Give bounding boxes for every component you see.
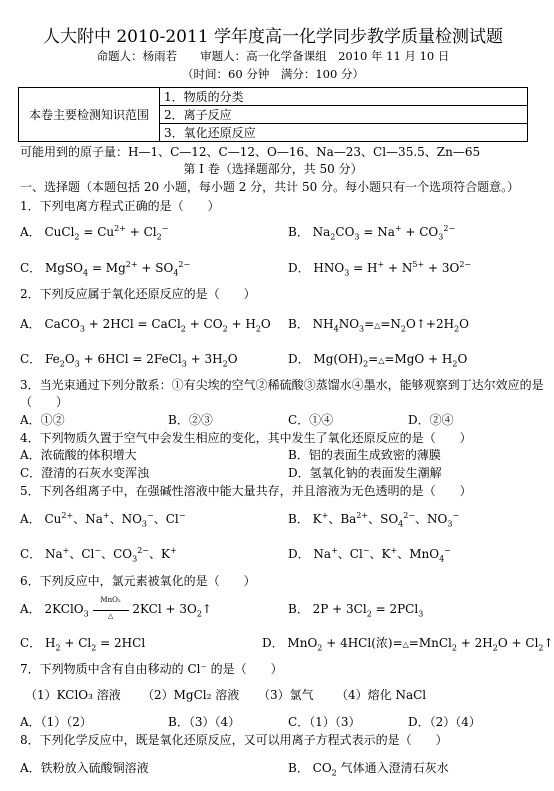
knowledge-scope-table	[18, 87, 528, 142]
atomic-masses: 可能用到的原子量：H—1、C—12、C—12、O—16、Na—23、Cl—35.5、Zn—65	[20, 145, 481, 159]
q4-option-c: C．澄清的石灰水变浑浊	[20, 466, 150, 480]
q5-option-c: C． Na+、Cl−、$CO_3^{2-}$、K+	[20, 546, 177, 564]
q3-option-c: C．①④	[288, 413, 334, 427]
q8-option-b: B． $CO_2$ 气体通入澄清石灰水	[288, 761, 449, 778]
q3-option-a: A．①②	[20, 413, 65, 427]
q4-option-b: B．铝的表面生成致密的薄膜	[288, 448, 441, 462]
q1-stem: 1．下列电离方程式正确的是（ ）	[20, 199, 220, 213]
q7-option-d: D．（2）（4）	[408, 715, 481, 729]
page-title: 人大附中 2010-2011 学年度高一化学同步教学质量检测试题	[42, 27, 504, 47]
q5-option-b: B． K+、$Ba^{2+}$、$SO_4^{2-}$、$NO_3^-$	[288, 511, 460, 529]
q2-option-c: C． $Fe_2O_3 + 6HCl$ = 2FeCl$_3$ + $3H_2O$	[20, 352, 238, 369]
q6-option-d: D． MnO$_2$ + 4HCl(浓)=△=MnCl$_2$ + $2H_2O$ + $Cl_2↑$	[262, 636, 554, 653]
q7-option-b: B．（3）（4）	[168, 715, 241, 729]
q2-stem: 2．下列反应属于氧化还原反应的是（ ）	[20, 287, 256, 301]
q6-stem: 6．下列反应中，氯元素被氧化的是（ ）	[20, 574, 256, 588]
q3-stem: 3．当光束通过下列分散系：①有尖埃的空气②稀硫酸③蒸馏水④墨水，能够观察到丁达尔效应的是	[20, 378, 544, 392]
q3-paren: （ ）	[20, 395, 69, 409]
authors-line: 命题人：杨雨若 审题人：高一化学备课组 2010 年 11 月 10 日	[96, 49, 450, 63]
q1-option-d: D． $HNO_3 = H^+ + N^{5+} + 3O^{2-}$	[288, 260, 472, 278]
q5-option-d: D． Na+、Cl−、K+、MnO$_4$−	[288, 546, 451, 564]
q1-option-a: A． CuCl$_2$ = $Cu^{2+} + Cl_2^-$	[20, 224, 169, 242]
q4-stem: 4．下列物质久置于空气中会发生相应的变化，其中发生了氧化还原反应的是（ ）	[20, 431, 472, 445]
section1-title: 一、选择题（本题包括 20 小题，每小题 2 分，共计 50 分。每小题只有一个选项符合题意。）	[20, 180, 520, 194]
q3-option-b: B．②③	[168, 413, 213, 427]
q7-stem: 7．下列物质中含有自由移动的 Cl⁻ 的是（ ）	[20, 662, 283, 676]
q5-option-a: A． $Cu^{2+}$、Na+、$NO_3^-$、Cl−	[20, 511, 186, 529]
q3-option-d: D．②④	[408, 413, 454, 427]
knowledge-item: 2．离子反应	[160, 106, 528, 124]
q8-option-a: A．铁粉放入硫酸铜溶液	[20, 761, 149, 775]
q7-option-c: C．（1）（3）	[288, 715, 361, 729]
q7-substance-4: （4）熔化 NaCl	[336, 688, 427, 702]
time-line: （时间：60 分钟 满分：100 分）	[182, 67, 364, 81]
q4-option-a: A．浓硫酸的体积增大	[20, 448, 137, 462]
part1-title: 第 I 卷（选择题部分，共 50 分）	[183, 162, 363, 176]
knowledge-item: 1．物质的分类	[160, 88, 528, 106]
knowledge-item: 3．氧化还原反应	[160, 124, 528, 142]
q1-option-b: B． $Na_2CO_3 = Na^+ + CO_3^{2-}$	[288, 224, 456, 242]
q7-substance-3: （3）氯气	[258, 688, 314, 702]
knowledge-scope-label: 本卷主要检测知识范围	[19, 88, 160, 142]
q4-option-d: D．氢氧化钠的表面发生潮解	[288, 466, 442, 480]
q6-option-c: C． $H_2 + Cl_2 = 2HCl$	[20, 636, 146, 653]
q7-substance-2: （2）MgCl₂ 溶液	[142, 688, 240, 702]
q8-stem: 8．下列化学反应中，既是氧化还原反应，又可以用离子方程式表示的是（ ）	[20, 733, 448, 747]
q5-stem: 5．下列各组离子中，在强碱性溶液中能大量共存，并且溶液为无色透明的是（ ）	[20, 484, 472, 498]
q2-option-b: B． $NH_4NO_3=\triangle=N_2O↑+2H_2O$	[288, 317, 469, 334]
q7-option-a: A．（1）（2）	[20, 715, 92, 729]
q7-substance-1: （1）KClO₃ 溶液	[25, 688, 121, 702]
q6-option-a: A． 2KClO$_3$ MnO₂ △ $2KCl + 3O_2↑$	[20, 595, 212, 620]
q6-option-b: B． $2P + 3Cl_2 = 2PCl_3$	[288, 602, 424, 619]
q1-option-c: C． MgSO$_4$ = $Mg^{2+} + SO_4^{2-}$	[20, 260, 191, 278]
q2-option-a: A． CaCO$_3$ + 2HCl = CaCl$_2$ + $CO_2 + H_2O$	[20, 317, 271, 334]
q2-option-d: D． $Mg(OH)_2=\triangle=MgO + H_2O$	[288, 352, 468, 369]
